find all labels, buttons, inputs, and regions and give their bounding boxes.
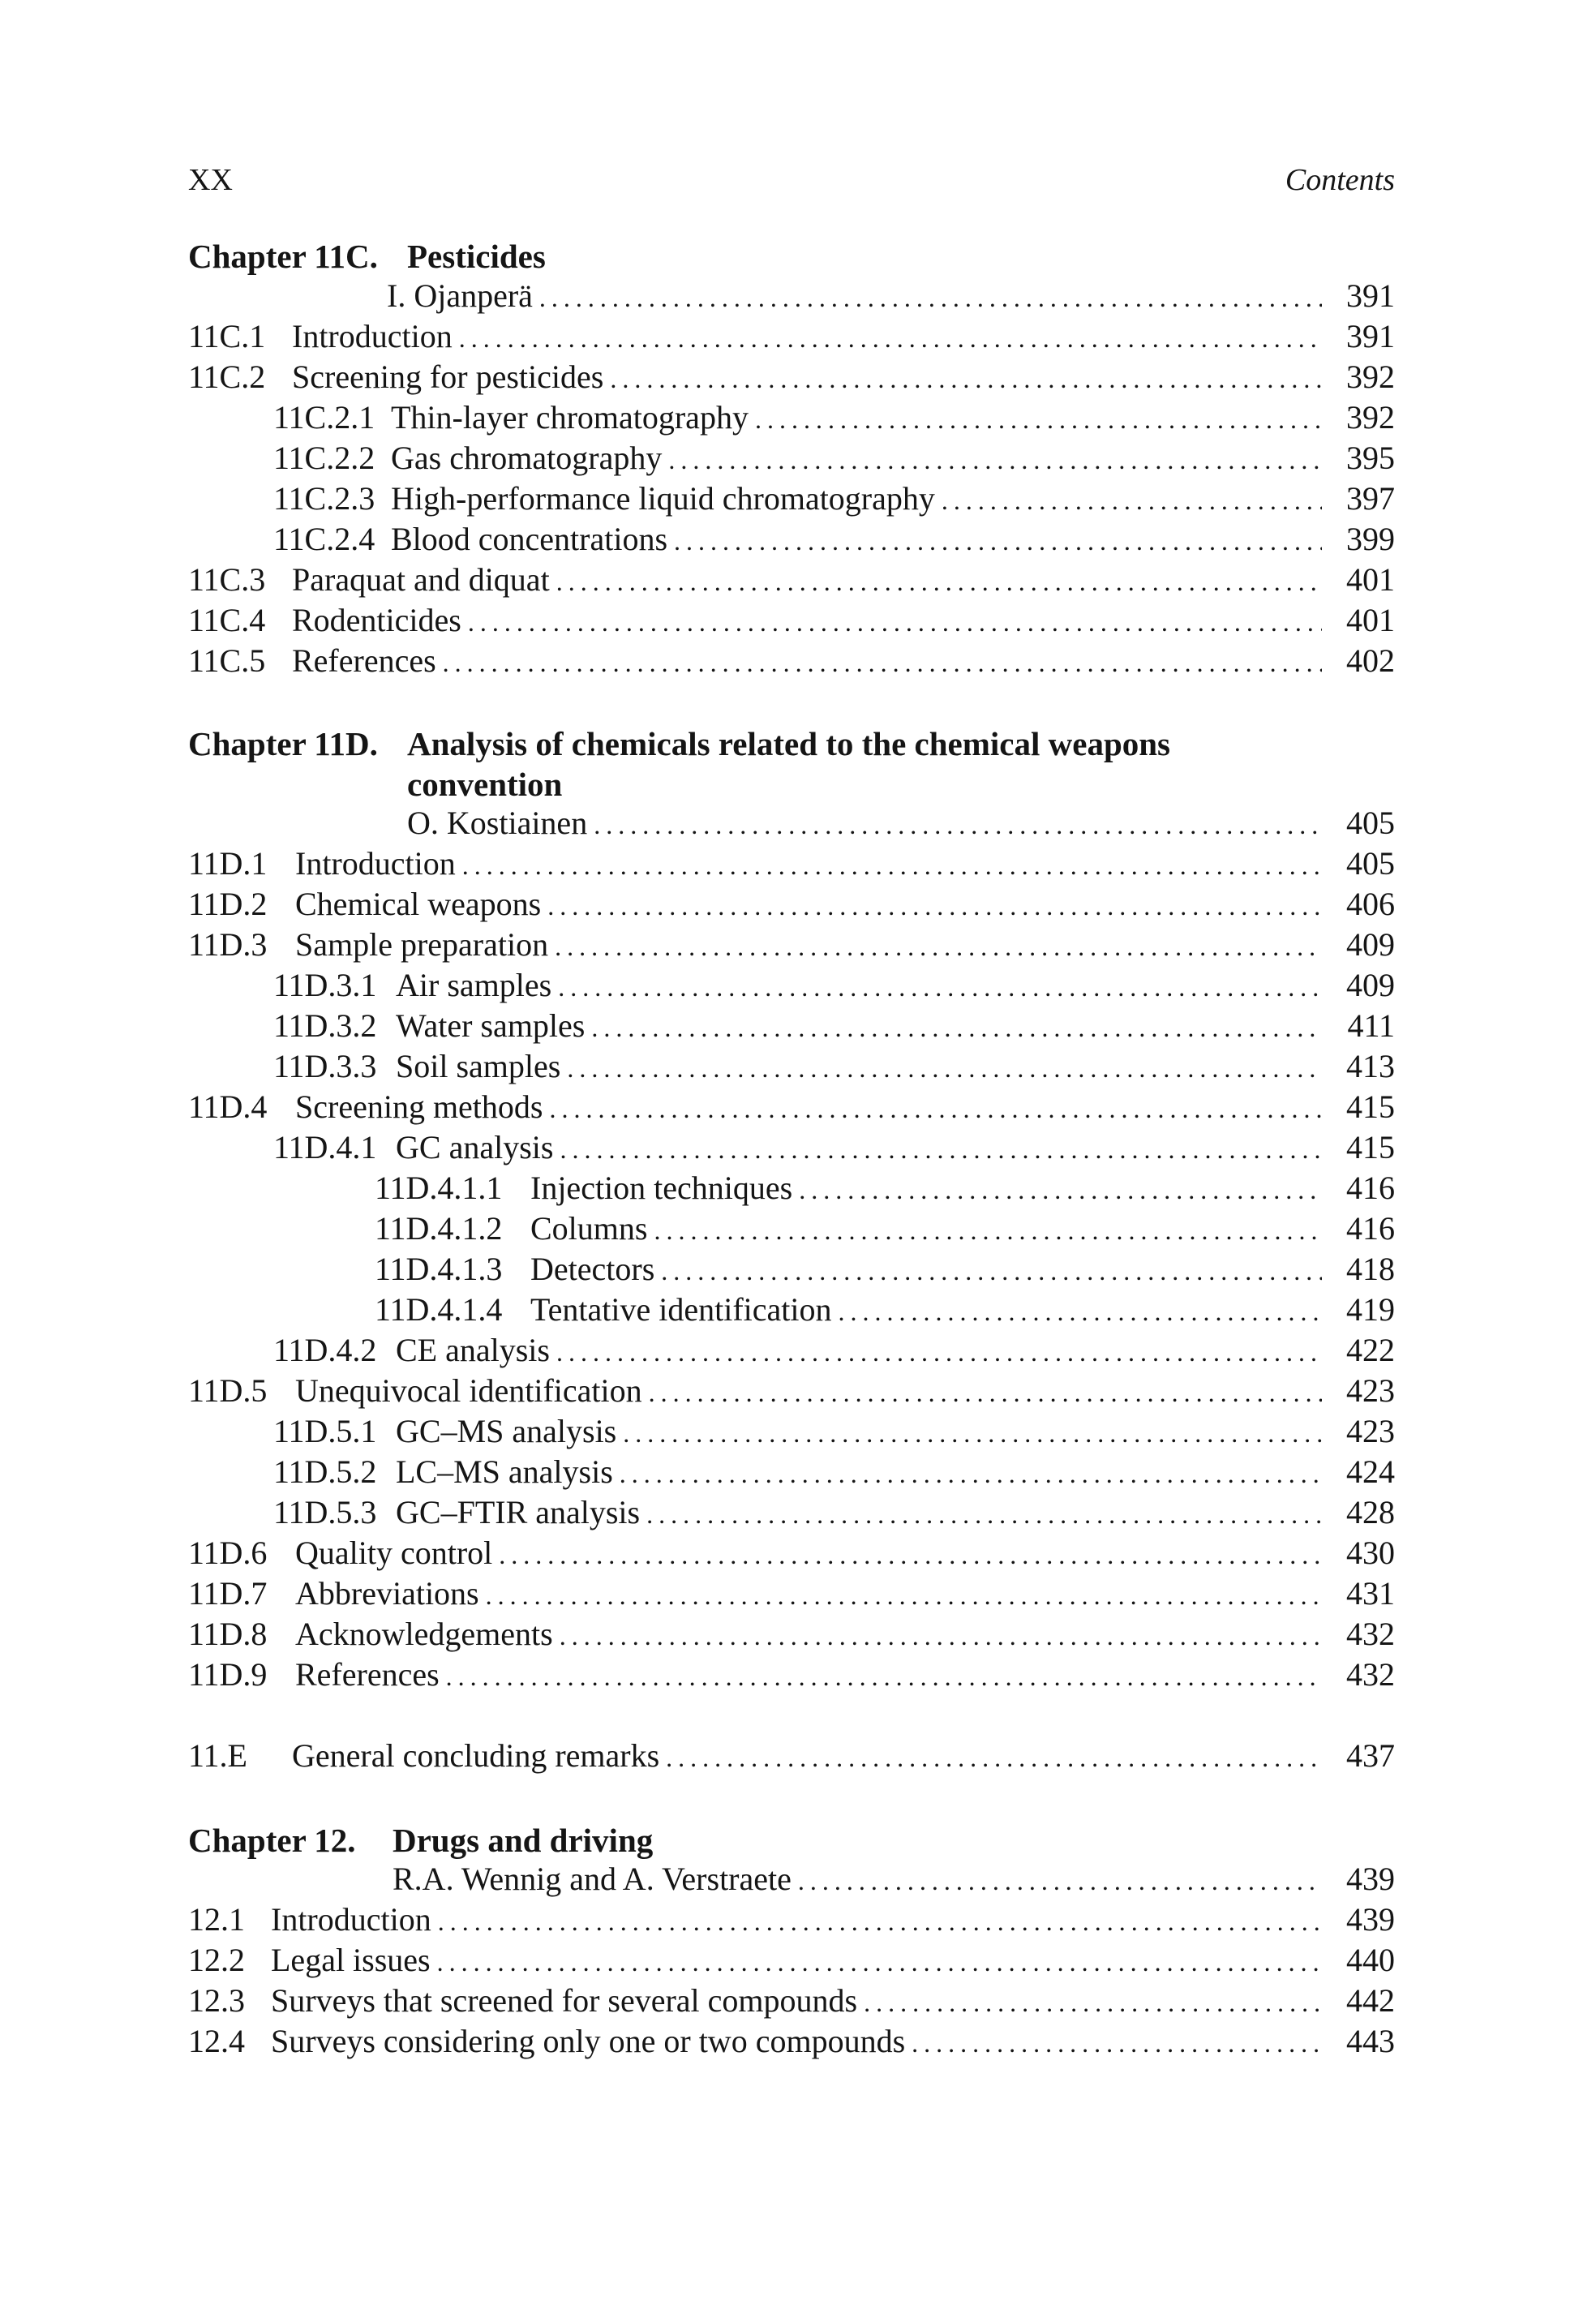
toc-entry[interactable] [188,1899,1395,1940]
running-title: Contents [1285,163,1395,197]
toc-entry[interactable] [188,1411,1395,1452]
toc-number: 11C.4 [188,602,266,638]
toc-page-number: 392 [1346,399,1395,436]
toc-title: LC–MS analysis [396,1453,613,1490]
toc-title: General concluding remarks [292,1737,660,1774]
toc-page-number: 401 [1346,561,1395,598]
toc-number: 11D.6 [188,1535,268,1571]
toc-page-number: 391 [1346,277,1395,314]
toc-entry[interactable] [188,1087,1395,1127]
toc-number: 11D.9 [188,1656,268,1693]
toc-title: CE analysis [396,1332,550,1368]
toc-entry[interactable] [188,1006,1395,1046]
toc-entry[interactable] [188,2021,1395,2062]
toc-author-line [188,276,1395,316]
toc-entry[interactable] [188,843,1395,884]
toc-number: 11D.5.3 [273,1494,377,1530]
chapter-label: Chapter 11C. [188,238,378,275]
toc-number: 11C.3 [188,561,266,598]
toc-number: 11D.4.2 [273,1332,377,1368]
toc-entry[interactable] [188,1573,1395,1614]
toc-title: Soil samples [396,1048,561,1084]
toc-page-number: 392 [1346,358,1395,395]
toc-title: Columns [530,1210,648,1247]
toc-entry[interactable] [188,1655,1395,1695]
toc-number: 11C.2.2 [273,440,375,476]
chapter-label: Chapter 11D. [188,725,378,762]
toc-number: 11C.2.4 [273,521,375,557]
toc-entry[interactable] [188,560,1395,600]
toc-title: Paraquat and diquat [292,561,550,598]
toc-page-number: 391 [1346,318,1395,354]
toc-page-number: 424 [1346,1453,1395,1490]
toc-entry[interactable] [188,1981,1395,2021]
toc-number: 11D.3.3 [273,1048,377,1084]
toc-page-number: 442 [1346,1982,1395,2019]
toc-author: R.A. Wennig and A. Verstraete [393,1861,792,1897]
toc-page-number: 418 [1346,1251,1395,1287]
toc-entry[interactable] [188,1208,1395,1249]
toc-page-number: 406 [1346,886,1395,922]
toc-entry[interactable] [188,438,1395,479]
toc-page-number: 409 [1346,967,1395,1003]
page-folio: XX [188,163,233,197]
toc-entry[interactable] [188,1492,1395,1533]
toc-entry[interactable] [188,1127,1395,1168]
toc-number: 11D.4.1.1 [375,1170,503,1206]
toc-title: Detectors [530,1251,655,1287]
toc-author: O. Kostiainen [407,805,588,841]
toc-author-line [188,803,1395,843]
toc-page-number: 428 [1346,1494,1395,1530]
toc-entry[interactable] [188,316,1395,357]
toc-number: 11D.3.1 [273,967,377,1003]
toc-number: 11D.4.1.3 [375,1251,503,1287]
toc-number: 11C.5 [188,642,266,679]
toc-number: 11D.4.1.2 [375,1210,503,1247]
toc-number: 11D.4 [188,1088,268,1125]
toc-page-number: 402 [1346,642,1395,679]
toc-page-number: 415 [1346,1088,1395,1125]
toc-page-number: 399 [1346,521,1395,557]
toc-title: Screening methods [295,1088,543,1125]
chapter-title: Analysis of chemicals related to the chemical weapons [407,725,1170,762]
toc-title: References [295,1656,440,1693]
toc-entry[interactable] [188,884,1395,925]
toc-title: Abbreviations [295,1575,479,1612]
toc-number: 11D.5 [188,1372,268,1409]
toc-title: Injection techniques [530,1170,793,1206]
toc-title: Air samples [396,967,552,1003]
chapter-title: Drugs and driving [393,1822,654,1859]
toc-number: 11C.2 [188,358,266,395]
toc-title: Introduction [295,845,456,882]
toc-title: Surveys considering only one or two compounds [271,2023,906,2059]
toc-title: GC–FTIR analysis [396,1494,641,1530]
toc-page-number: 440 [1346,1942,1395,1978]
toc-title: GC–MS analysis [396,1413,617,1449]
toc-title: Tentative identification [530,1291,832,1328]
toc-number: 11D.3.2 [273,1007,377,1044]
toc-title: Water samples [396,1007,586,1044]
toc-number: 11D.4.1.4 [375,1291,503,1328]
chapter-title-continued: convention [407,766,563,803]
toc-number: 11D.5.1 [273,1413,377,1449]
toc-entry[interactable] [188,1249,1395,1290]
toc-page-number: 395 [1346,440,1395,476]
toc-page-number: 437 [1346,1737,1395,1774]
toc-title: Quality control [295,1535,493,1571]
toc-number: 11C.2.1 [273,399,375,436]
toc-title: Rodenticides [292,602,461,638]
toc-title: Thin-layer chromatography [391,399,749,436]
toc-entry[interactable] [188,965,1395,1006]
chapter-label: Chapter 12. [188,1822,356,1859]
toc-number: 12.4 [188,2023,245,2059]
toc-entry[interactable] [188,1330,1395,1371]
toc-page-number: 415 [1346,1129,1395,1165]
toc-title: High-performance liquid chromatography [391,480,935,517]
toc-page-number: 401 [1346,602,1395,638]
toc-number: 12.1 [188,1901,245,1938]
toc-entry[interactable] [188,1168,1395,1208]
toc-entry[interactable] [188,1533,1395,1573]
toc-author: I. Ojanperä [387,277,533,314]
toc-entry[interactable] [188,519,1395,560]
toc-page-number: 413 [1346,1048,1395,1084]
toc-number: 11D.5.2 [273,1453,377,1490]
toc-title: Introduction [271,1901,431,1938]
toc-entry[interactable] [188,925,1395,965]
toc-entry[interactable] [188,1371,1395,1411]
toc-entry[interactable] [188,357,1395,397]
toc-page-number: 409 [1346,926,1395,963]
toc-page-number: 397 [1346,480,1395,517]
toc-number: 11D.3 [188,926,268,963]
toc-title: Legal issues [271,1942,431,1978]
toc-number: 11D.8 [188,1616,268,1652]
toc-number: 11D.1 [188,845,268,882]
toc-page-number: 439 [1346,1861,1395,1897]
toc-title: Introduction [292,318,453,354]
toc-entry[interactable] [188,1290,1395,1330]
toc-entry[interactable] [188,1452,1395,1492]
toc-number: 11D.2 [188,886,268,922]
toc-number: 12.2 [188,1942,245,1978]
toc-page-number: 416 [1346,1170,1395,1206]
toc-title: Chemical weapons [295,886,542,922]
toc-page-number: 432 [1346,1616,1395,1652]
toc-page-number: 439 [1346,1901,1395,1938]
toc-number: 11C.1 [188,318,266,354]
chapter-title: Pesticides [407,238,546,275]
toc-entry[interactable] [188,600,1395,641]
toc-page-number: 432 [1346,1656,1395,1693]
toc-entry[interactable] [188,1614,1395,1655]
toc-page-number: 430 [1346,1535,1395,1571]
toc-number: 11D.4.1 [273,1129,377,1165]
toc-page-number: 423 [1346,1372,1395,1409]
toc-number: 11D.7 [188,1575,268,1612]
toc-title: Blood concentrations [391,521,668,557]
toc-title: Screening for pesticides [292,358,604,395]
toc-number: 11C.2.3 [273,480,375,517]
toc-page-number: 419 [1346,1291,1395,1328]
toc-number: 11.E [188,1737,247,1774]
toc-title: References [292,642,436,679]
toc-title: Acknowledgements [295,1616,553,1652]
toc-page-number: 405 [1346,845,1395,882]
toc-entry[interactable] [188,641,1395,681]
running-head [188,162,1395,203]
toc-title: Surveys that screened for several compounds [271,1982,858,2019]
toc-page-number: 411 [1347,1007,1395,1044]
toc-entry[interactable] [188,1736,1395,1776]
toc-title: Sample preparation [295,926,549,963]
toc-number: 12.3 [188,1982,245,2019]
toc-title: Gas chromatography [391,440,663,476]
toc-page-number: 422 [1346,1332,1395,1368]
toc-entry[interactable] [188,1046,1395,1087]
toc-page-number: 431 [1346,1575,1395,1612]
toc-title: Unequivocal identification [295,1372,642,1409]
toc-page-number: 423 [1346,1413,1395,1449]
toc-page-number: 416 [1346,1210,1395,1247]
toc-page-number: 443 [1346,2023,1395,2059]
toc-author-line [188,1859,1395,1899]
toc-title: GC analysis [396,1129,554,1165]
toc-entry[interactable] [188,397,1395,438]
toc-entry[interactable] [188,479,1395,519]
toc-page-number: 405 [1346,805,1395,841]
toc-entry[interactable] [188,1940,1395,1981]
